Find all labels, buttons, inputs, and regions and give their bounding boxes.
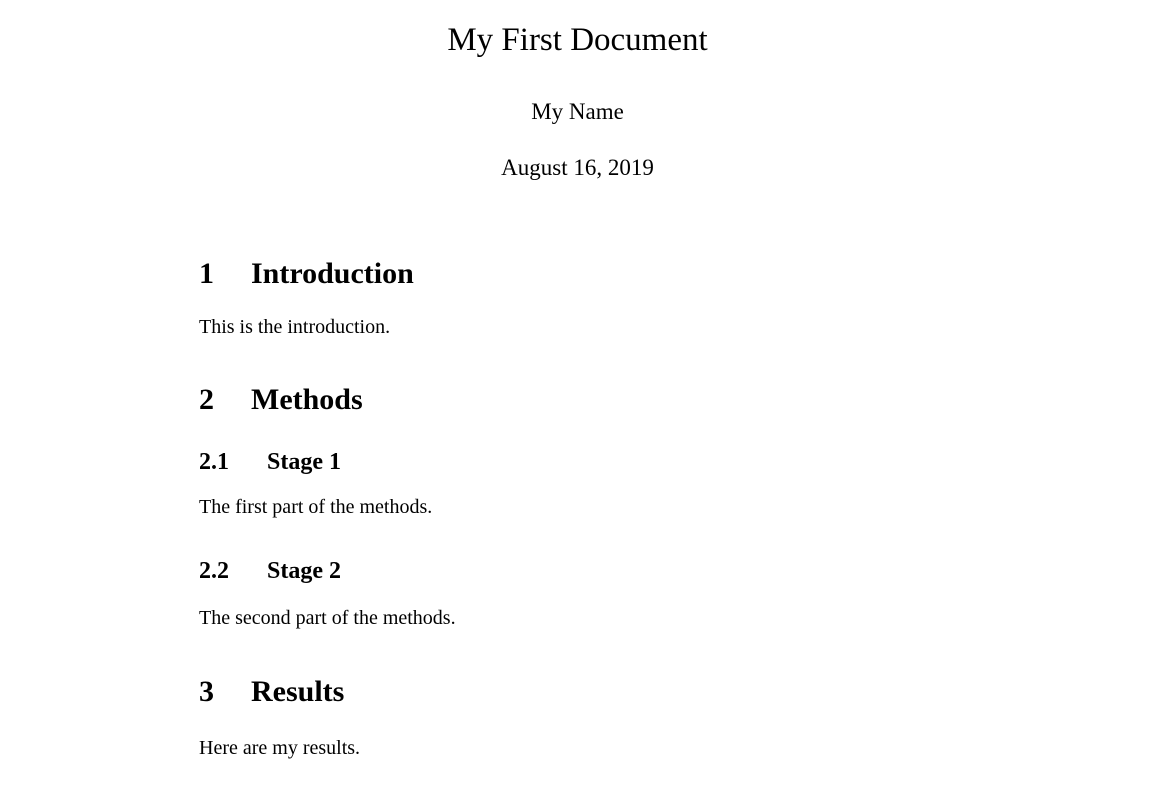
section-title: Results [251, 675, 345, 708]
subsection-number: 2.1 [199, 449, 229, 475]
section-number: 3 [199, 675, 214, 708]
subsection-title: Stage 1 [267, 449, 341, 475]
section-number: 1 [199, 257, 214, 290]
section-heading-results [199, 675, 344, 708]
document-title: My First Document [447, 22, 708, 58]
section-title: Introduction [251, 257, 414, 290]
document-date: August 16, 2019 [501, 155, 654, 180]
document-author: My Name [531, 99, 624, 124]
section-number: 2 [199, 383, 214, 416]
paragraph-stage-2: The second part of the methods. [199, 607, 456, 629]
section-title: Methods [251, 383, 363, 416]
paragraph-introduction: This is the introduction. [199, 316, 391, 338]
section-heading-methods [199, 383, 363, 416]
subsection-heading-stage-1 [199, 449, 341, 475]
subsection-number: 2.2 [199, 558, 229, 584]
paragraph-results: Here are my results. [199, 737, 361, 759]
paragraph-stage-1: The first part of the methods. [199, 496, 433, 518]
subsection-title: Stage 2 [267, 558, 341, 584]
subsection-heading-stage-2 [199, 558, 341, 584]
section-heading-introduction [199, 257, 414, 290]
